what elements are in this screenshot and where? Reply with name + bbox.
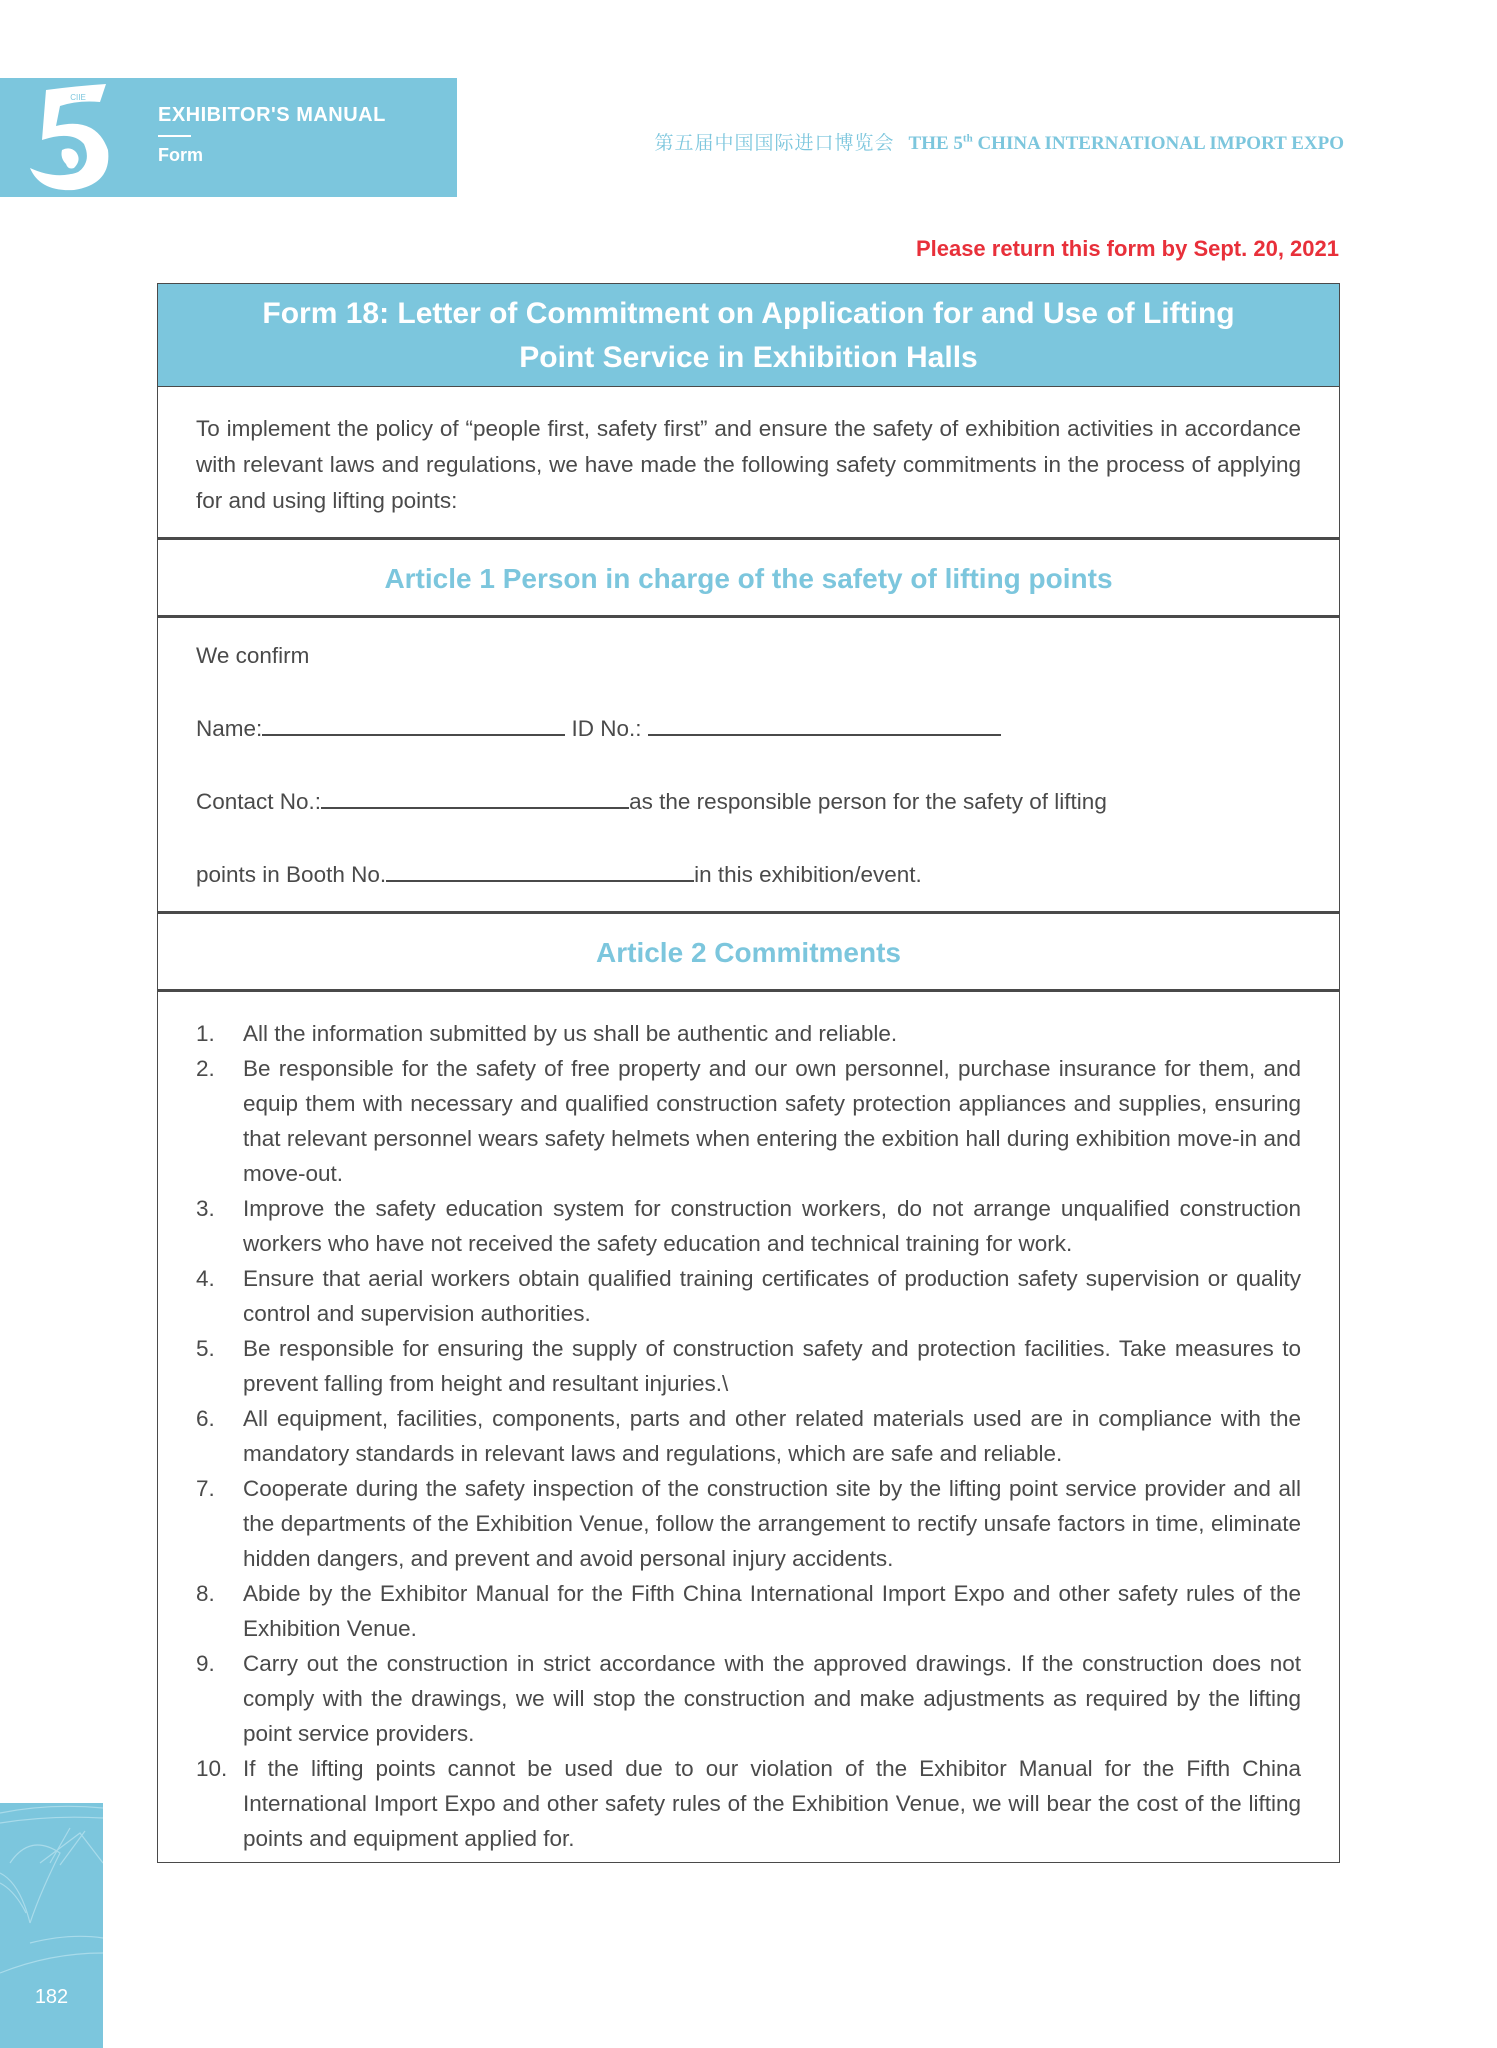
id-number-field[interactable]: [648, 712, 1001, 736]
ciie-5-logo-icon: [26, 84, 112, 192]
form-18: [157, 283, 1340, 1863]
return-deadline: Please return this form by Sept. 20, 2021: [915, 236, 1339, 261]
list-item: 1. All the information submitted by us shall be authentic and reliable.: [196, 1021, 898, 1046]
header-divider: [158, 135, 191, 137]
article-2-heading: Article 2 Commitments: [158, 914, 1339, 992]
form-title: Form 18: Letter of Commitment on Application for and Use of Lifting Point Service in Exhibition Halls: [158, 284, 1339, 387]
decorative-corner: [0, 1803, 103, 2048]
article-1-heading: Article 1 Person in charge of the safety of lifting points: [158, 540, 1339, 618]
brand-header-band: [0, 78, 457, 197]
section-label: Form: [158, 145, 203, 165]
page-number: 182: [34, 1986, 69, 2008]
list-item: 8. Abide by the Exhibitor Manual for the Fifth China International Import Expo and other safety rules of the Exhibition Venue.: [196, 1581, 1301, 1641]
leaf-pattern-icon: [0, 1803, 103, 1983]
confirm-text: We confirm: [196, 643, 310, 668]
expo-title-cn: 第五届中国国际进口博览会: [654, 133, 895, 154]
list-item: 2. Be responsible for the safety of free property and our own personnel, purchase insurance for them, and equip them with necessary and qualified construction safety protection appliances and supplies, ensuring that relevant personnel wears safety helmets when entering the exbition hall during exhibition move-in and move-out.: [196, 1056, 1301, 1186]
list-item: 4. Ensure that aerial workers obtain qualified training certificates of production safety supervision or quality control and supervision authorities.: [196, 1266, 1301, 1326]
list-item: 7. Cooperate during the safety inspection of the construction site by the lifting point service provider and all the departments of the Exhibition Venue, follow the arrangement to rectify unsafe factors in time, eliminate hidden dangers, and prevent and avoid personal injury accidents.: [196, 1476, 1301, 1571]
list-item: 3. Improve the safety education system for construction workers, do not arrange unqualified construction workers who have not received the safety education and technical training for work.: [196, 1196, 1301, 1256]
commitments-list: [158, 992, 1339, 1862]
name-field[interactable]: [262, 712, 565, 736]
svg-text:CIIE: CIIE: [70, 93, 86, 102]
list-item: 5. Be responsible for ensuring the supply of construction safety and protection facilities. Take measures to prevent falling from height and resultant injuries.\: [196, 1336, 1301, 1396]
list-item: 10. If the lifting points cannot be used due to our violation of the Exhibitor Manual for the Fifth China International Import Expo and other safety rules of the Exhibition Venue, we will bear the cost of the lifting points and equipment applied for.: [196, 1756, 1301, 1851]
article-1-body: We confirm Name: ID No.: Contact No.: as the responsible person for the safety of lifting points in Booth No. in this exhibition/event.: [158, 618, 1339, 914]
manual-title: EXHIBITOR'S MANUAL: [158, 104, 386, 126]
list-item: 9. Carry out the construction in strict accordance with the approved drawings. If the construction does not comply with the drawings, we will stop the construction and make adjustments as required by the lifting point service providers.: [196, 1651, 1301, 1746]
booth-number-field[interactable]: [386, 858, 694, 882]
list-item: 6. All equipment, facilities, components, parts and other related materials used are in compliance with the mandatory standards in relevant laws and regulations, which are safe and reliable.: [196, 1406, 1301, 1466]
form-intro: To implement the policy of “people first, safety first” and ensure the safety of exhibition activities in accordance with relevant laws and regulations, we have made the following safety commitments in the process of applying for and using lifting points:: [158, 387, 1339, 540]
expo-title: 第五届中国国际进口博览会 THE 5th CHINA INTERNATIONAL IMPORT EXPO: [654, 132, 1344, 154]
contact-number-field[interactable]: [321, 785, 629, 809]
